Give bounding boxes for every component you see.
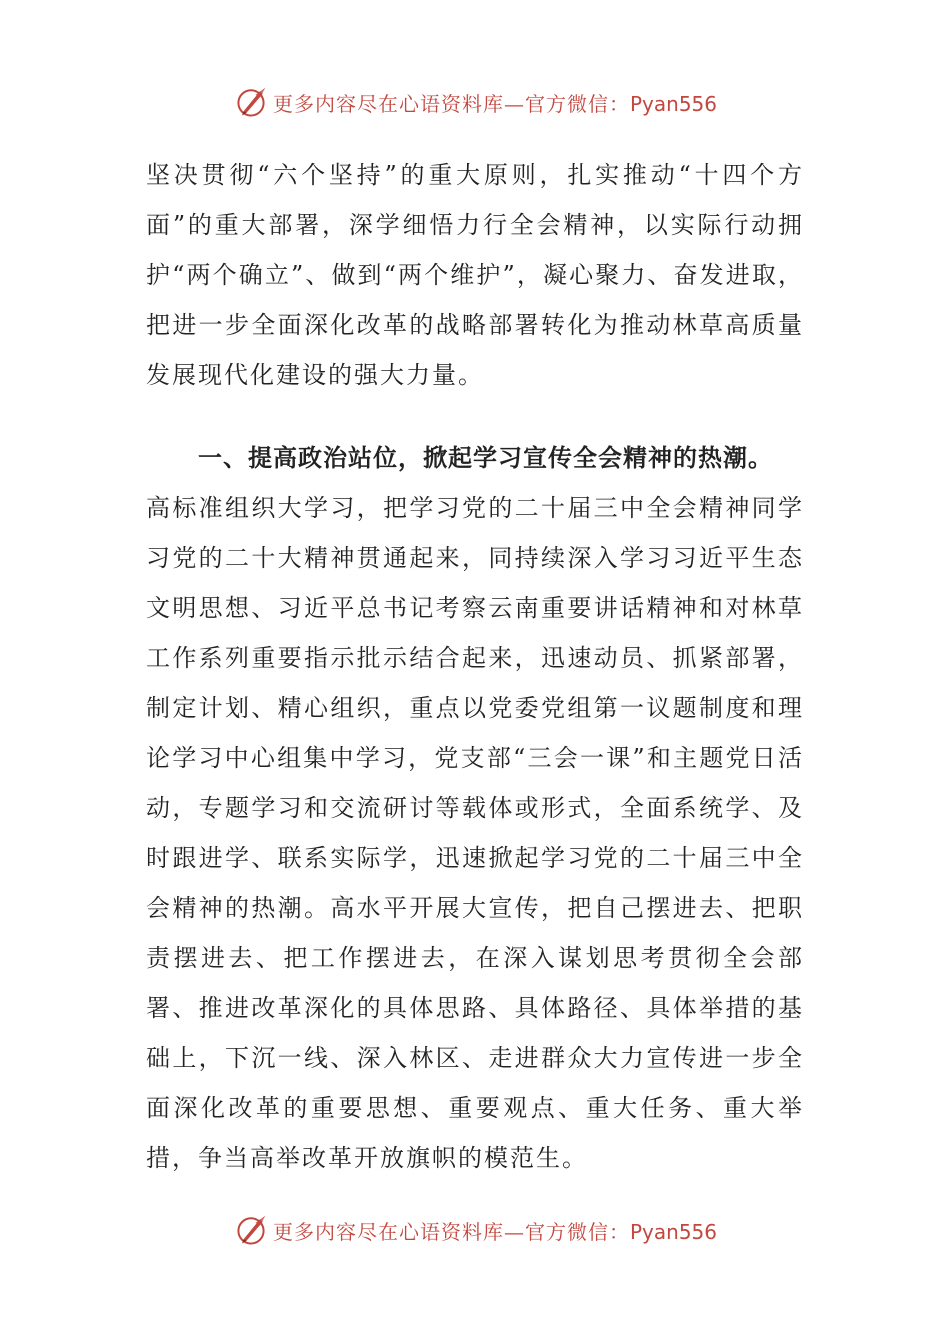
- banner-caption: 更多内容尽在心语资料库—官方微信：: [272, 1219, 630, 1244]
- banner-caption: 更多内容尽在心语资料库—官方微信：: [272, 91, 630, 116]
- paragraph-2: 高标准组织大学习，把学习党的二十届三中全会精神同学习党的二十大精神贯通起来，同持续深入学习习近平生态文明思想、习近平总书记考察云南重要讲话精神和对林草工作系列重要指示批示结合起来，迅速动员、抓紧部署，制定计划、精心组织，重点以党委党组第一议题制度和理论学习中心组集中学习，党支部“三会一课”和主题党日活动，专题学习和交流研讨等载体或形式，全面系统学、及时跟进学、联系实际学，迅速掀起学习党的二十届三中全会精神的热潮。高水平开展大宣传，把自己摆进去、把职责摆进去、把工作摆进去，在深入谋划思考贯彻全会部署、推进改革深化的具体思路、具体路径、具体举措的基础上，下沉一线、深入林区、走进群众大力宣传进一步全面深化改革的重要思想、重要观点、重大任务、重大举措，争当高举改革开放旗帜的模范生。: [146, 494, 804, 1172]
- banner-text: [273, 1216, 717, 1245]
- quill-pen-logo-icon: [233, 84, 269, 120]
- wechat-id: Pyan556: [629, 91, 717, 116]
- header-banner: [0, 82, 950, 122]
- footer-banner: [0, 1210, 950, 1250]
- paragraph-1: 坚决贯彻“六个坚持”的重大原则，扎实推动“十四个方面”的重大部署，深学细悟力行全会精神，以实际行动拥护“两个确立”、做到“两个维护”，凝心聚力、奋发进取，把进一步全面深化改革的战略部署转化为推动林草高质量发展现代化建设的强大力量。: [146, 161, 804, 389]
- wechat-id: Pyan556: [629, 1219, 717, 1244]
- document-body: [146, 150, 804, 1183]
- section-heading-1: 一、提高政治站位，掀起学习宣传全会精神的热潮。: [198, 443, 773, 472]
- banner-text: [273, 88, 717, 117]
- quill-pen-logo-icon: [233, 1212, 269, 1248]
